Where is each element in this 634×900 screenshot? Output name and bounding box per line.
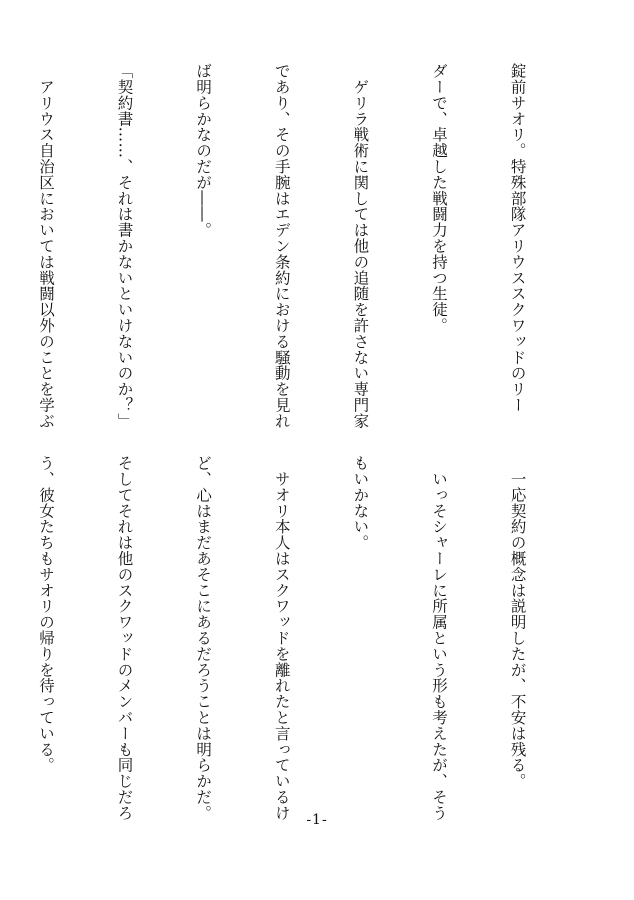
page-number: -1- xyxy=(306,812,328,828)
text-column: う、彼女たちもサオリの帰りを待っている。 xyxy=(36,455,55,773)
text-column: ゲリラ戦術に関しては他の追随を許さない専門家 xyxy=(351,63,370,429)
text-column: そしてそれは他のスクワッドのメンバーも同じだろ xyxy=(115,455,134,821)
text-column: 一応契約の概念は説明したが、不安は残る。 xyxy=(508,455,527,789)
text-column: いっそシャーレに所属という形も考えたが、そう xyxy=(429,455,448,821)
bottom-text-block xyxy=(36,455,583,821)
text-column: サオリ本人はスクワッドを離れたと言っているけ xyxy=(272,455,291,821)
text-column: 錠前サオリ。特殊部隊アリウススクワッドのリー xyxy=(508,63,527,413)
text-column: ダーで、卓越した戦闘力を持つ生徒。 xyxy=(429,63,448,334)
top-text-block xyxy=(36,63,583,429)
text-column: ど、心はまだあそこにあるだろうことは明らかだ。 xyxy=(194,455,213,821)
text-column: であり、その手腕はエデン条約における騒動を見れ xyxy=(272,63,291,429)
text-column: 「契約書……、それは書かないといけないのか？」 xyxy=(115,63,134,429)
text-column: もいかない。 xyxy=(351,455,370,551)
text-column: アリウス自治区においては戦闘以外のことを学ぶ xyxy=(36,63,55,429)
text-column: ば明らかなのだが――。 xyxy=(194,63,213,238)
